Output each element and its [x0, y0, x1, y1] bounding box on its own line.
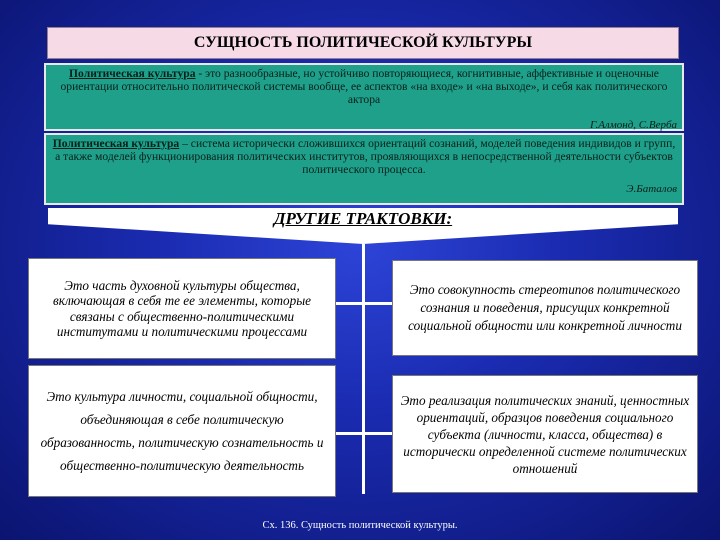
- interpretation-box-1: Это часть духовной культуры общества, включающая в себя те ее элементы, которые связаны с общественно-политическими институтами и политическими процессами: [28, 258, 336, 359]
- definition-batalov: [44, 133, 684, 205]
- connector-vertical: [362, 244, 365, 494]
- definition-almond-verba: [44, 63, 684, 131]
- connector-top: [336, 302, 392, 305]
- definition-text: – система исторически сложившихся ориентаций сознаний, моделей поведения индивидов и групп, а также моделей функционирования политических институтов, проявляющихся в непосредственной деятельности субъектов политического процесса.: [55, 137, 676, 176]
- figure-caption: Сх. 136. Сущность политической культуры.: [262, 520, 458, 531]
- definition-term: Политическая культура: [69, 67, 196, 80]
- interpretation-box-4: Это реализация политических знаний, ценностных ориентаций, образцов поведения социального субъекта (личности, класса, общества) в исторически определенной системе политических отношений: [392, 375, 698, 493]
- interpretation-box-2: Это совокупность стереотипов политического сознания и поведения, присущих конкретной социальной общности или конкретной личности: [392, 260, 698, 356]
- page-title: СУЩНОСТЬ ПОЛИТИЧЕСКОЙ КУЛЬТУРЫ: [47, 27, 679, 59]
- connector-bottom: [336, 432, 392, 435]
- definition-author: Э.Баталов: [626, 183, 677, 195]
- interpretation-box-3: Это культура личности, социальной общности, объединяющая в себе политическую образованность, политическую сознательность и общественно-политическую деятельность: [28, 365, 336, 497]
- definition-term: Политическая культура: [52, 137, 180, 150]
- other-interpretations-banner: ДРУГИЕ ТРАКТОВКИ:: [273, 209, 453, 228]
- definition-text: - это разнообразные, но устойчиво повторяющиеся, когнитивные, аффективные и оценочные ориентации относительно политической системы вообще, ее аспектов «на входе» и «на выходе», и себя как политического актора: [60, 67, 668, 106]
- definition-author: Г.Алмонд, С.Верба: [590, 119, 677, 131]
